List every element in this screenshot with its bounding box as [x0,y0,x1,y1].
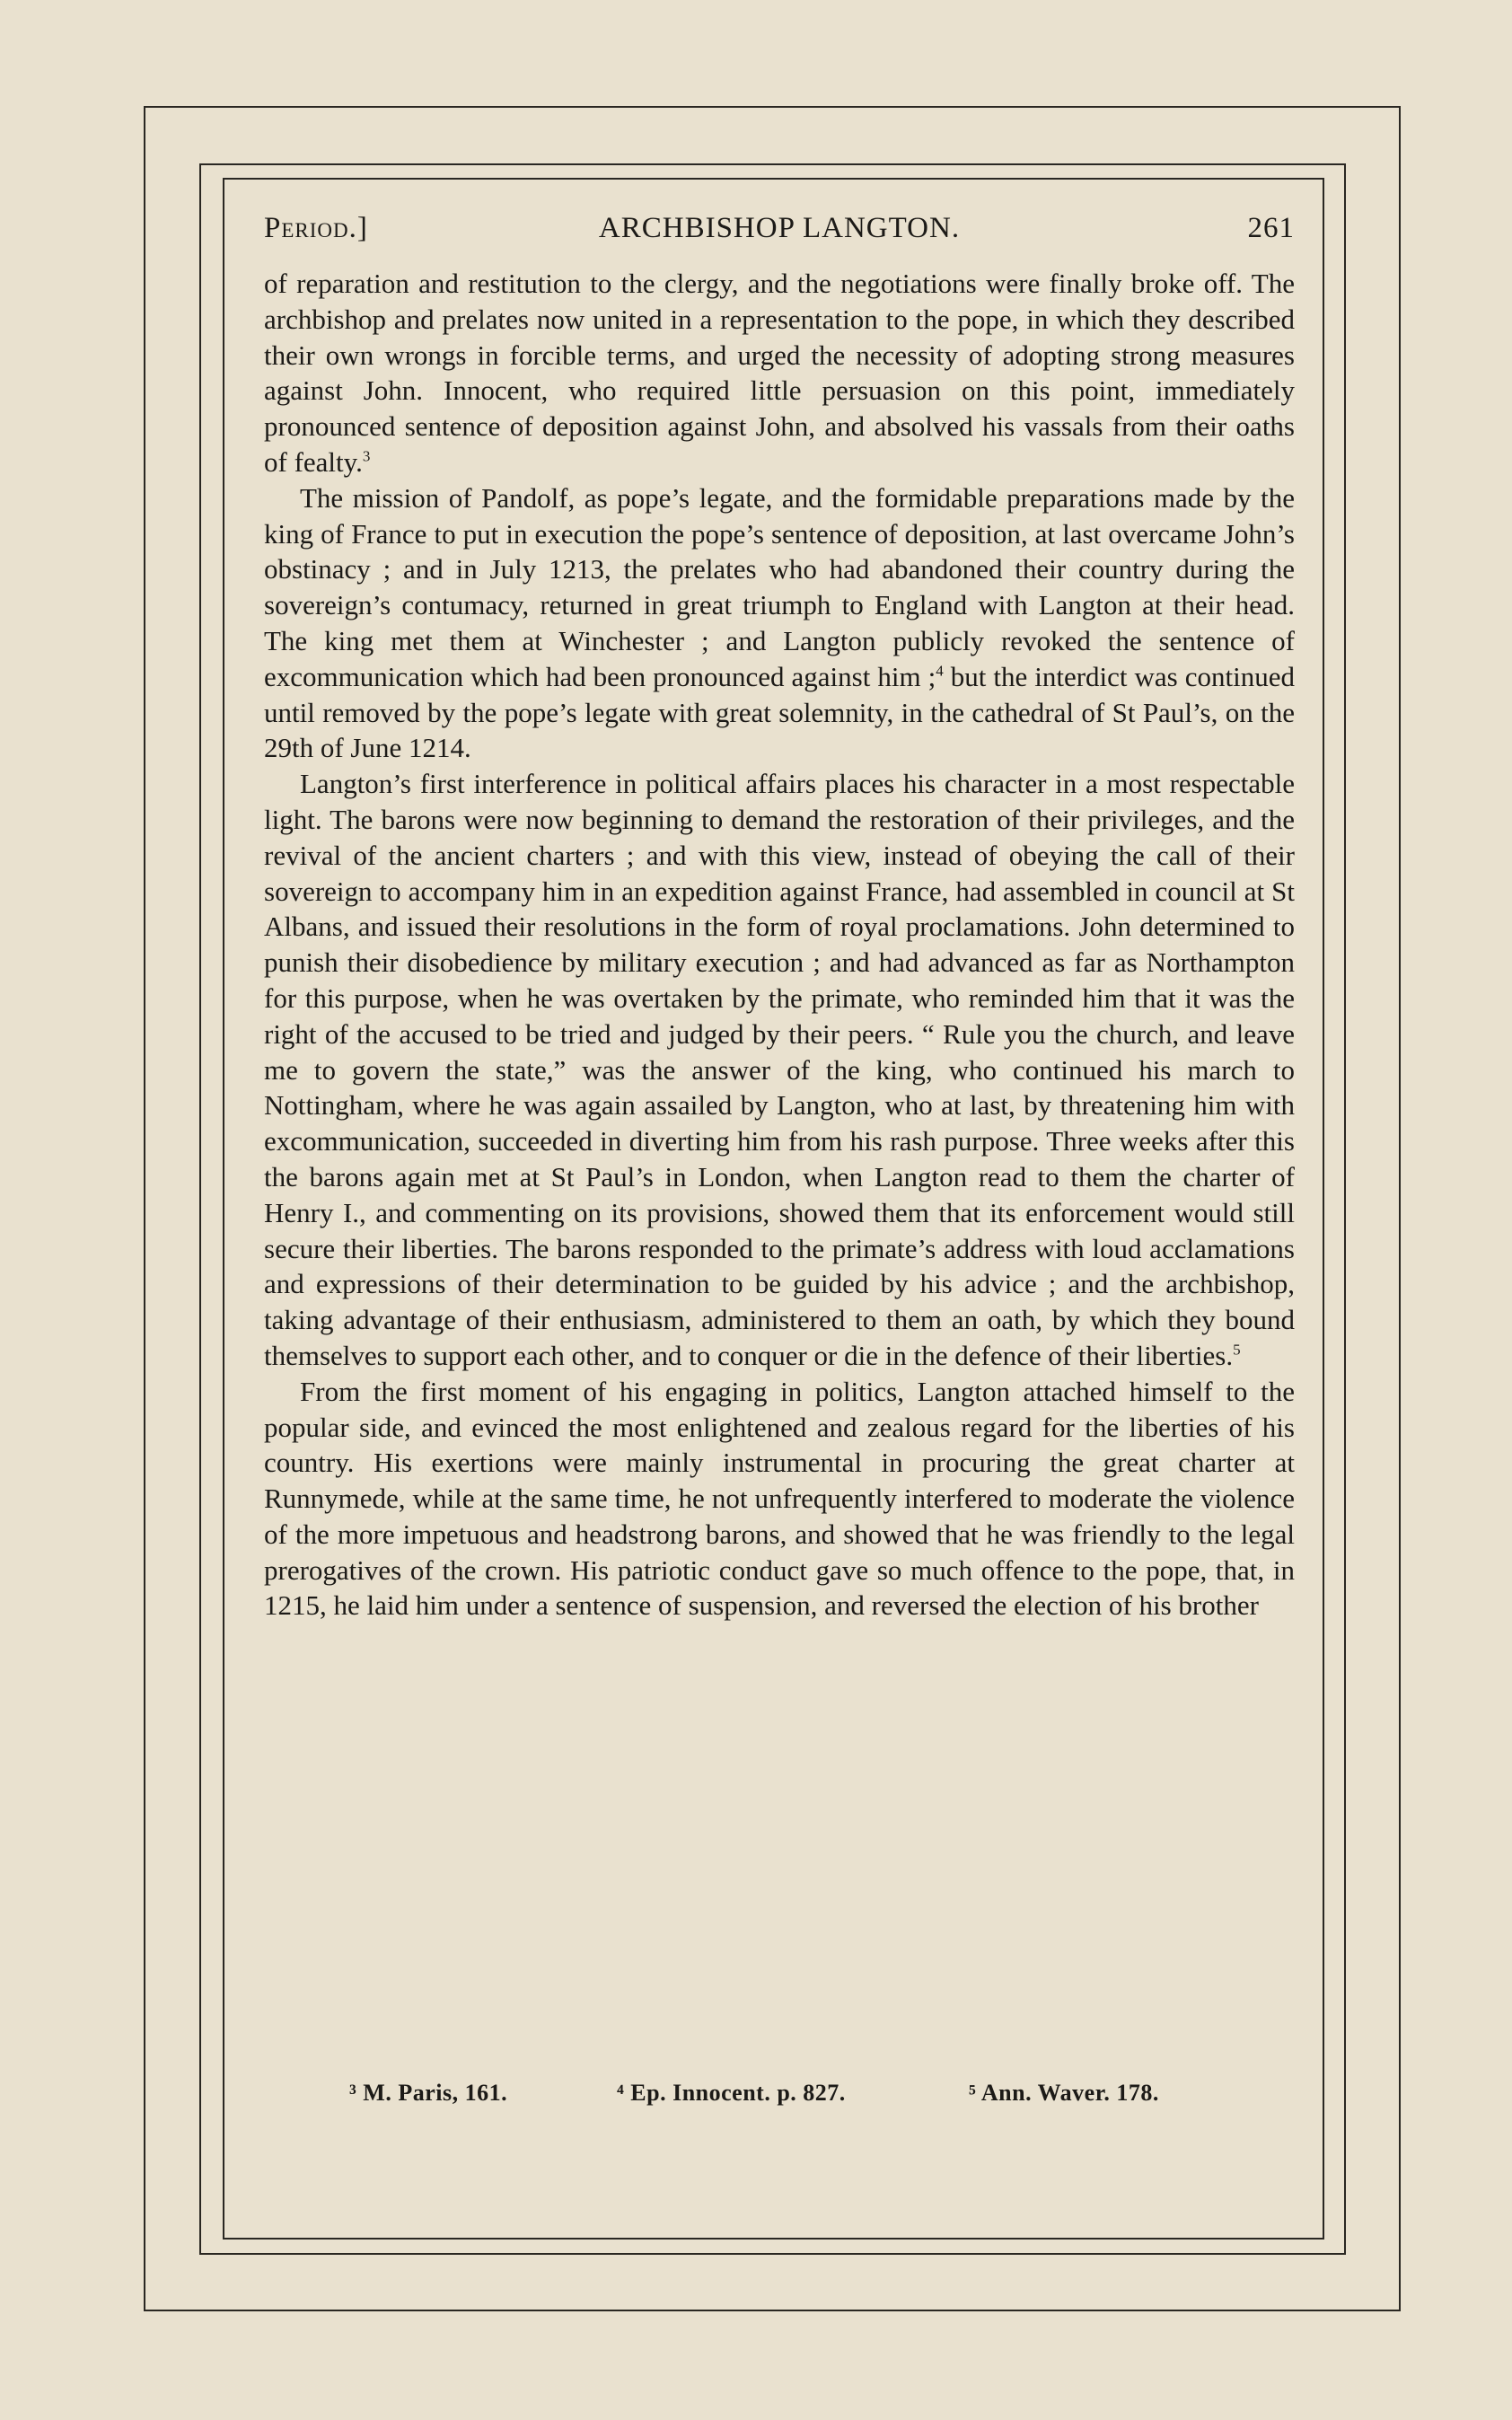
paragraph [264,480,1295,766]
footnote-reference: 5 [1233,1341,1241,1359]
paragraph-text: of reparation and restitution to the clergy, and the negotiations were finally broke off. The archbishop and prelates now united in a representation to the pope, in which they described their own wrongs in forcible terms, and urged the necessity of adopting strong measures against John. Innocent, who required little persuasion on this point, immediately pronounced sentence of deposition against John, and absolved his vassals from their oaths of fealty. [264,268,1295,478]
page-number: 261 [1247,212,1295,244]
running-head [264,205,1295,259]
paragraph [264,766,1295,1374]
page-content [264,205,1295,1624]
footnote-reference: 4 [936,662,944,680]
footnote: ³ M. Paris, 161. [349,2080,508,2106]
paragraph-text: Langton’s first interference in political affairs places his character in a most respectable light. The barons were now beginning to demand the restoration of their privileges, and the revival of the ancient charters ; and with this view, instead of obeying the call of their sovereign to accompany him in an expedition against France, had assembled in council at St Albans, and issued their resolutions in the form of royal proclamations. John determined to punish their disobedience by military execution ; and had advanced as far as Northampton for this purpose, when he was overtaken by the primate, who reminded him that it was the right of the accused to be tried and judged by their peers. “ Rule you the church, and leave me to govern the state,” was the answer of the king, who continued his march to Nottingham, where he was again assailed by Langton, who at last, by threatening him with excommunication, succeeded in diverting him from his rash purpose. Three weeks after this the barons again met at St Paul’s in London, when Langton read to them the charter of Henry I., and commenting on its provisions, showed them that its enforcement would still secure their liberties. The barons responded to the primate’s address with loud acclamations and expressions of their determination to be guided by his advice ; and the archbishop, taking advantage of their enthusiasm, administered to them an oath, by which they bound themselves to support each other, and to conquer or die in the defence of their liberties. [264,768,1295,1371]
body-text [264,266,1295,1624]
paragraph-text: but the interdict was continued until removed by the pope’s legate with great solemnity, in the cathedral of St Paul’s, on the 29th of June 1214. [264,660,1295,764]
page-title: ARCHBISHOP LANGTON. [598,212,961,244]
paragraph [264,1374,1295,1624]
paragraph-text: The mission of Pandolf, as pope’s legate, and the formidable preparations made by the king of France to put in execution the pope’s sentence of deposition, at last overcame John’s obstinacy ; and in July 1213, the prelates who had abandoned their country during the sovereign’s contumacy, returned in great triumph to England with Langton at their head. The king met them at Winchester ; and Langton publicly revoked the sentence of excommunication which had been pronounced against him ; [264,481,1295,692]
paragraph [264,266,1295,480]
section-label: Period.] [264,212,368,244]
footnote: ⁵ Ann. Waver. 178. [969,2080,1159,2106]
footnote: ⁴ Ep. Innocent. p. 827. [617,2080,846,2106]
footnote-reference: 3 [362,447,371,465]
paragraph-text: From the first moment of his engaging in politics, Langton attached himself to the popular side, and evinced the most enlightened and zealous regard for the liberties of his country. His exertions were mainly instrumental in procuring the great charter at Runnymede, while at the same time, he not unfrequently interfered to moderate the violence of the more impetuous and headstrong barons, and showed that he was friendly to the legal prerogatives of the crown. His patriotic conduct gave so much offence to the pope, that, in 1215, he laid him under a sentence of suspension, and reversed the election of his brother [264,1375,1295,1622]
